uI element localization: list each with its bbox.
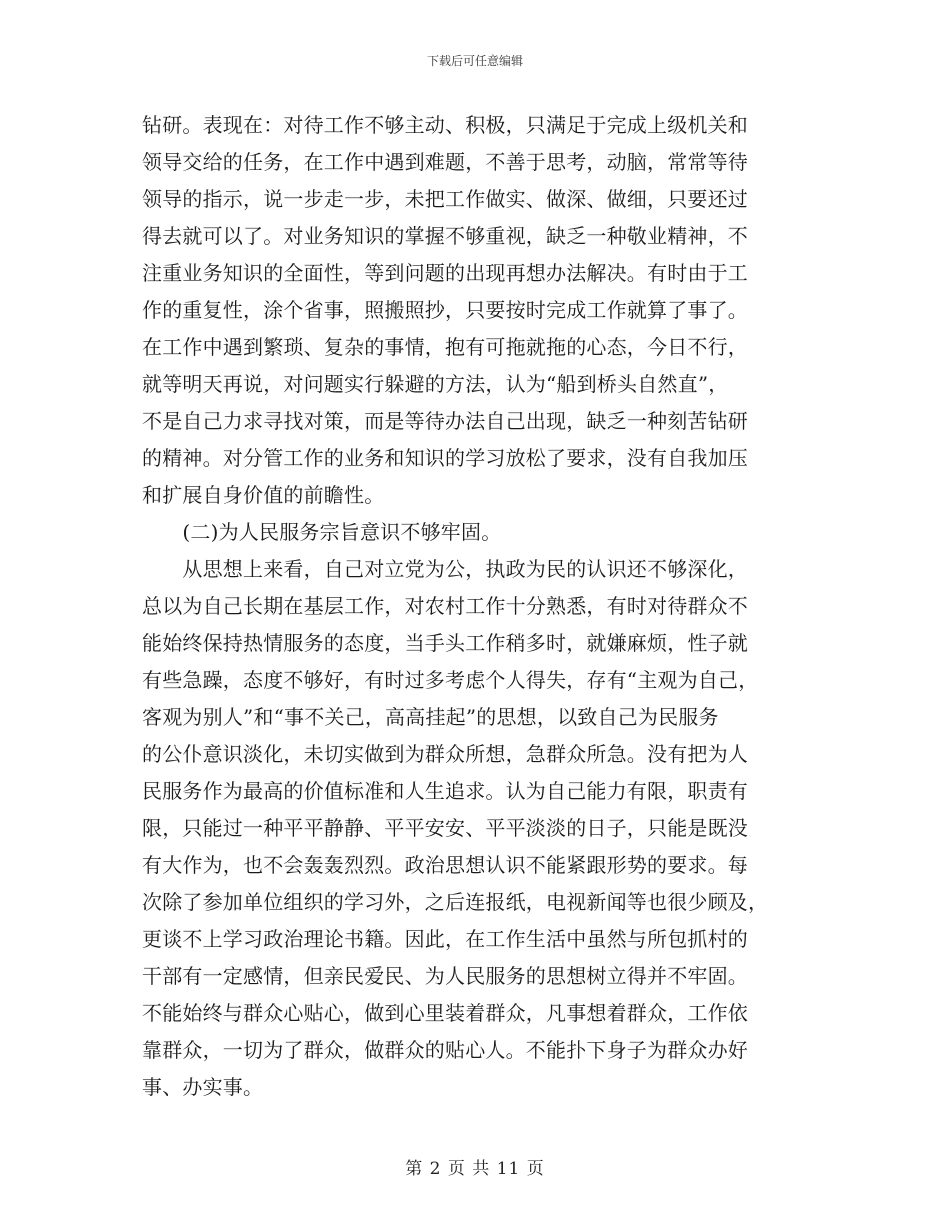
text-line: 领导交给的任务，在工作中遇到难题，不善于思考，动脑，常常等待	[142, 150, 748, 174]
text-line: 钻研。表现在：对待工作不够主动、积极，只满足于完成上级机关和	[142, 113, 748, 137]
text-line: 次除了参加单位组织的学习外，之后连报纸，电视新闻等也很少顾及，	[142, 890, 769, 914]
text-line: 有大作为，也不会轰轰烈烈。政治思想认识不能紧跟形势的要求。每	[142, 853, 748, 877]
text-line: 不是自己力求寻找对策，而是等待办法自己出现，缺乏一种刻苦钻研	[142, 409, 748, 433]
text-line: 的精神。对分管工作的业务和知识的学习放松了要求，没有自我加压	[142, 446, 748, 470]
text-line: 有些急躁，态度不够好，有时过多考虑个人得失，存有“主观为自己，	[142, 668, 759, 692]
text-line: 靠群众，一切为了群众，做群众的贴心人。不能扑下身子为群众办好	[142, 1038, 748, 1062]
text-line: 不能始终与群众心贴心，做到心里装着群众，凡事想着群众，工作依	[142, 1001, 748, 1025]
text-line: 能始终保持热情服务的态度，当手头工作稍多时，就嫌麻烦，性子就	[142, 631, 748, 655]
text-line: 事、办实事。	[142, 1075, 264, 1099]
text-line: 客观为别人”和“事不关己，高高挂起”的思想，以致自己为民服务	[142, 705, 719, 729]
page-footer: 第 2 页 共 11 页	[405, 1159, 545, 1179]
body-text	[142, 107, 808, 1106]
text-line: 在工作中遇到繁琐、复杂的事情，抱有可拖就拖的心态，今日不行，	[142, 335, 748, 359]
text-line: 限，只能过一种平平静静、平平安安、平平淡淡的日子，只能是既没	[142, 816, 748, 840]
text-line: 就等明天再说，对问题实行躲避的方法，认为“船到桥头自然直”，	[142, 372, 729, 396]
text-line: 和扩展自身价值的前瞻性。	[142, 483, 385, 507]
text-line: 民服务作为最高的价值标准和人生追求。认为自己能力有限，职责有	[142, 779, 748, 803]
text-line: 从思想上来看，自己对立党为公，执政为民的认识还不够深化，	[142, 557, 748, 581]
text-line: 作的重复性，涂个省事，照搬照抄，只要按时完成工作就算了事了。	[142, 298, 748, 322]
text-line: 领导的指示，说一步走一步，未把工作做实、做深、做细，只要还过	[142, 187, 748, 211]
page-header: 下载后可任意编辑	[426, 54, 523, 68]
text-line: 干部有一定感情，但亲民爱民、为人民服务的思想树立得并不牢固。	[142, 964, 748, 988]
text-line: 更谈不上学习政治理论书籍。因此，在工作生活中虽然与所包抓村的	[142, 927, 748, 951]
text-line: 注重业务知识的全面性，等到问题的出现再想办法解决。有时由于工	[142, 261, 748, 285]
text-line: 得去就可以了。对业务知识的掌握不够重视，缺乏一种敬业精神，不	[142, 224, 748, 248]
text-line: 总以为自己长期在基层工作，对农村工作十分熟悉，有时对待群众不	[142, 594, 748, 618]
text-line: (二)为人民服务宗旨意识不够牢固。	[142, 520, 502, 544]
text-line: 的公仆意识淡化，未切实做到为群众所想，急群众所急。没有把为人	[142, 742, 748, 766]
